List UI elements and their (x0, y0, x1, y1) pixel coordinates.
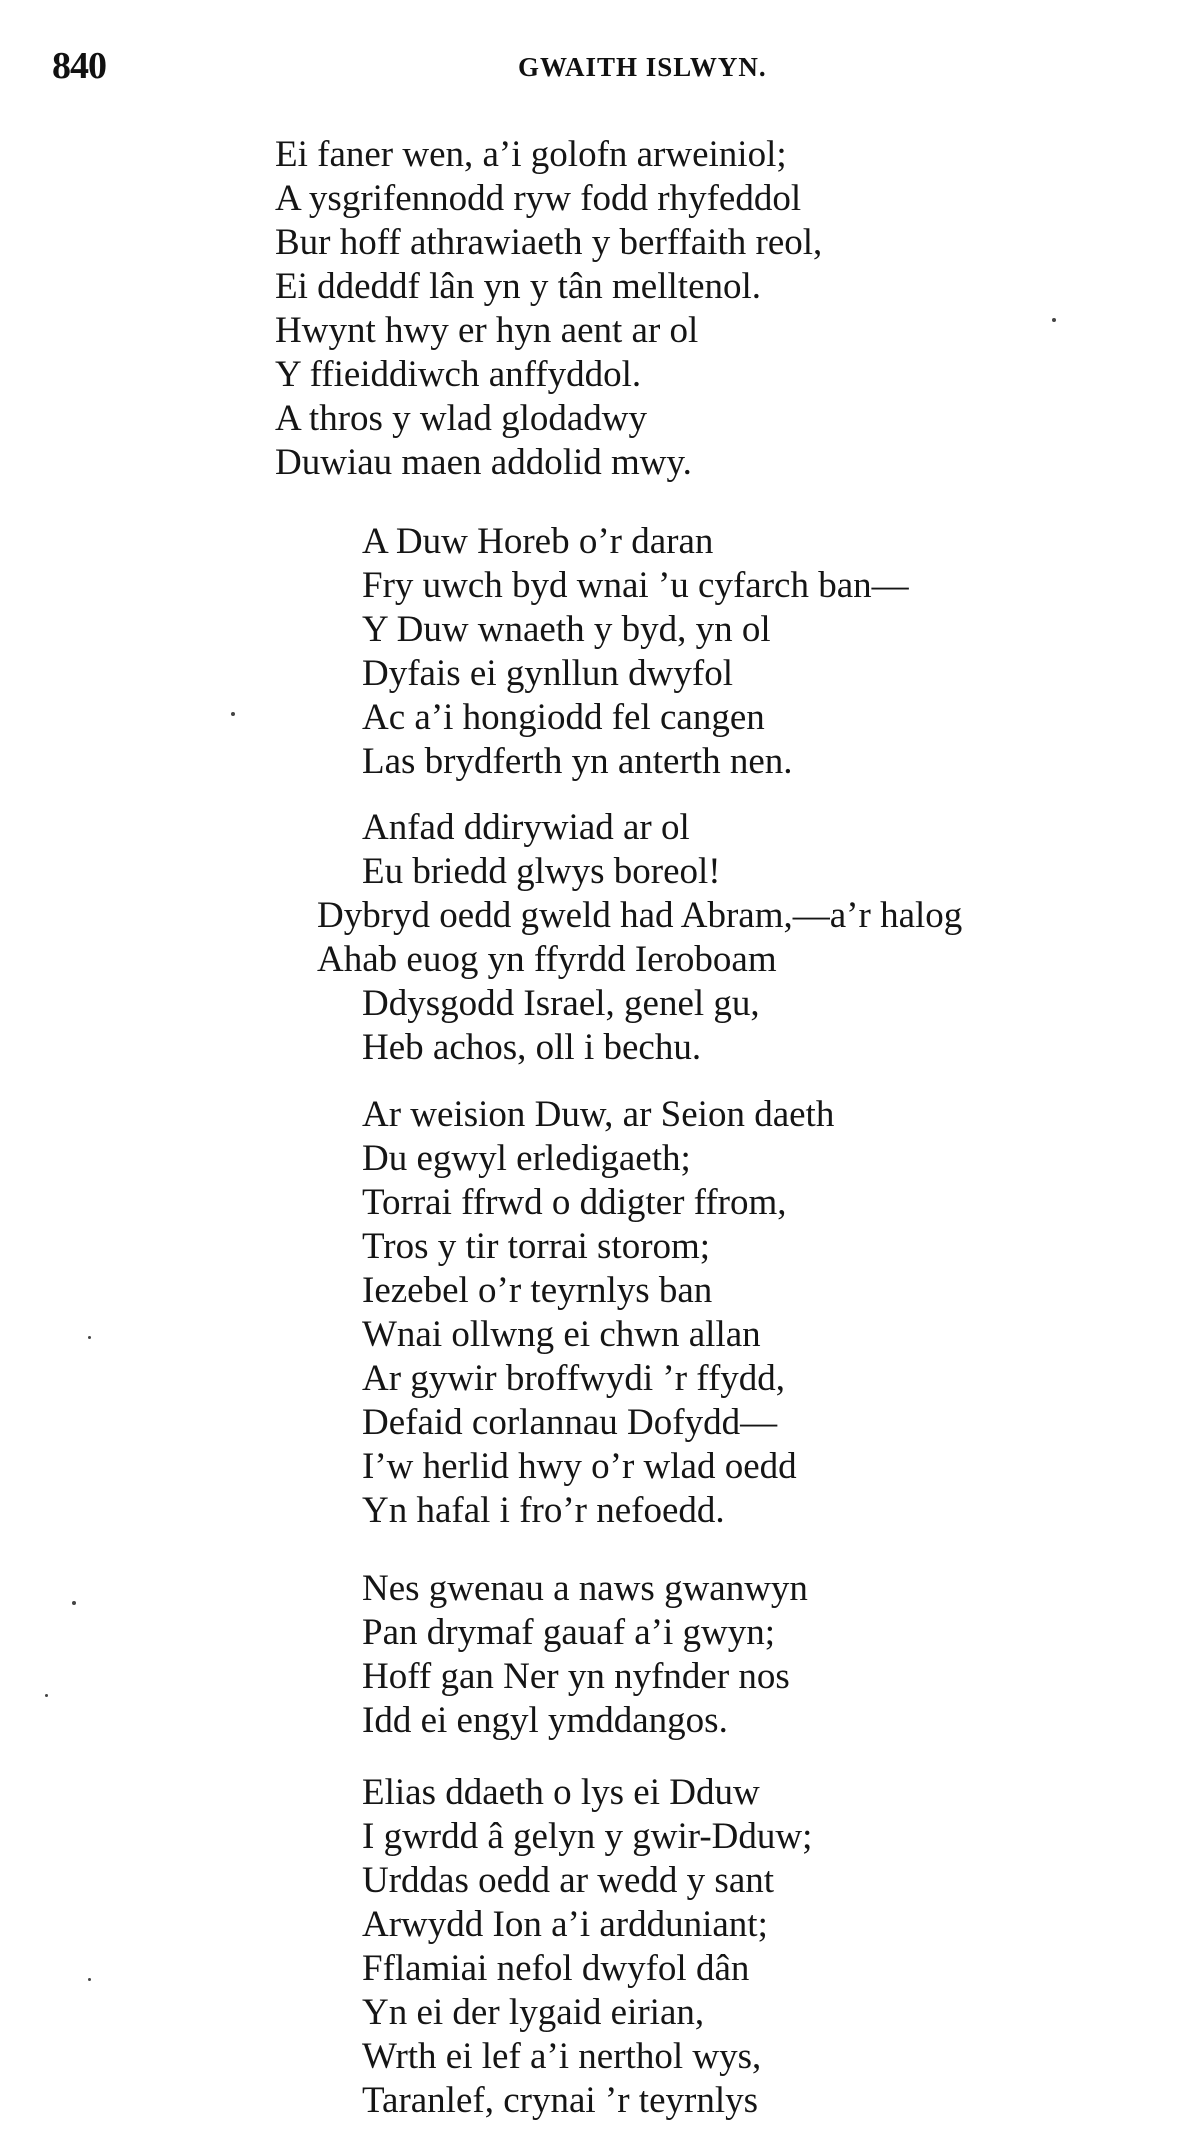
verse-line: Ar weision Duw, ar Seion daeth (362, 1094, 835, 1135)
verse-line: Idd ei engyl ymddangos. (362, 1700, 728, 1741)
verse-line: Yn hafal i fro’r nefoedd. (362, 1490, 725, 1531)
verse-line: Anfad ddirywiad ar ol (362, 807, 690, 848)
scan-speck (231, 712, 235, 716)
verse-line: Fflamiai nefol dwyfol dân (362, 1948, 750, 1989)
verse-line: Elias ddaeth o lys ei Dduw (362, 1772, 760, 1813)
verse-line: Yn ei der lygaid eirian, (362, 1992, 705, 2033)
verse-line: Taranlef, crynai ’r teyrnlys (362, 2080, 758, 2121)
verse-line: Ahab euog yn ffyrdd Ieroboam (317, 939, 777, 980)
scan-speck (88, 1978, 91, 1981)
verse-line: Arwydd Ion a’i ardduniant; (362, 1904, 768, 1945)
verse-line: Wnai ollwng ei chwn allan (362, 1314, 761, 1355)
verse-line: Defaid corlannau Dofydd— (362, 1402, 778, 1443)
verse-line: Dyfais ei gynllun dwyfol (362, 653, 733, 694)
verse-line: Hoff gan Ner yn nyfnder nos (362, 1656, 790, 1697)
verse-line: Fry uwch byd wnai ’u cyfarch ban— (362, 565, 909, 606)
page-header (0, 44, 1181, 94)
running-title: GWAITH ISLWYN. (518, 52, 767, 82)
verse-line: Ddysgodd Israel, genel gu, (362, 983, 760, 1024)
scan-speck (72, 1601, 76, 1605)
verse-line: Eu briedd glwys boreol! (362, 851, 721, 892)
scan-speck (1052, 318, 1056, 322)
verse-line: Las brydferth yn anterth nen. (362, 741, 793, 782)
verse-line: Nes gwenau a naws gwanwyn (362, 1568, 808, 1609)
verse-line: I’w herlid hwy o’r wlad oedd (362, 1446, 797, 1487)
verse-line: A ysgrifennodd ryw fodd rhyfeddol (275, 178, 802, 219)
verse-line: Y Duw wnaeth y byd, yn ol (362, 609, 771, 650)
verse-line: Du egwyl erledigaeth; (362, 1138, 691, 1179)
verse-line: Heb achos, oll i bechu. (362, 1027, 702, 1068)
verse-line: Torrai ffrwd o ddigter ffrom, (362, 1182, 787, 1223)
verse-line: Ei faner wen, a’i golofn arweiniol; (275, 134, 787, 175)
verse-line: Ar gywir broffwydi ’r ffydd, (362, 1358, 786, 1399)
verse-line: Ac a’i hongiodd fel cangen (362, 697, 765, 738)
verse-line: Y ffieiddiwch anffyddol. (275, 354, 642, 395)
scan-speck (45, 1694, 48, 1697)
verse-line: Duwiau maen addolid mwy. (275, 442, 692, 483)
verse-line: Wrth ei lef a’i nerthol wys, (362, 2036, 762, 2077)
verse-line: Hwynt hwy er hyn aent ar ol (275, 310, 699, 351)
verse-line: Pan drymaf gauaf a’i gwyn; (362, 1612, 776, 1653)
verse-line: Dybryd oedd gweld had Abram,—a’r halog (317, 895, 963, 936)
verse-line: Urddas oedd ar wedd y sant (362, 1860, 775, 1901)
verse-line: I gwrdd â gelyn y gwir-Dduw; (362, 1816, 813, 1857)
verse-line: A Duw Horeb o’r daran (362, 521, 714, 562)
page-number: 840 (52, 45, 106, 87)
scan-speck (88, 1336, 91, 1339)
verse-line: Ei ddeddf lân yn y tân melltenol. (275, 266, 762, 307)
verse-line: Iezebel o’r teyrnlys ban (362, 1270, 713, 1311)
verse-line: Tros y tir torrai storom; (362, 1226, 711, 1267)
verse-line: A thros y wlad glodadwy (275, 398, 648, 439)
verse-line: Bur hoff athrawiaeth y berffaith reol, (275, 222, 823, 263)
